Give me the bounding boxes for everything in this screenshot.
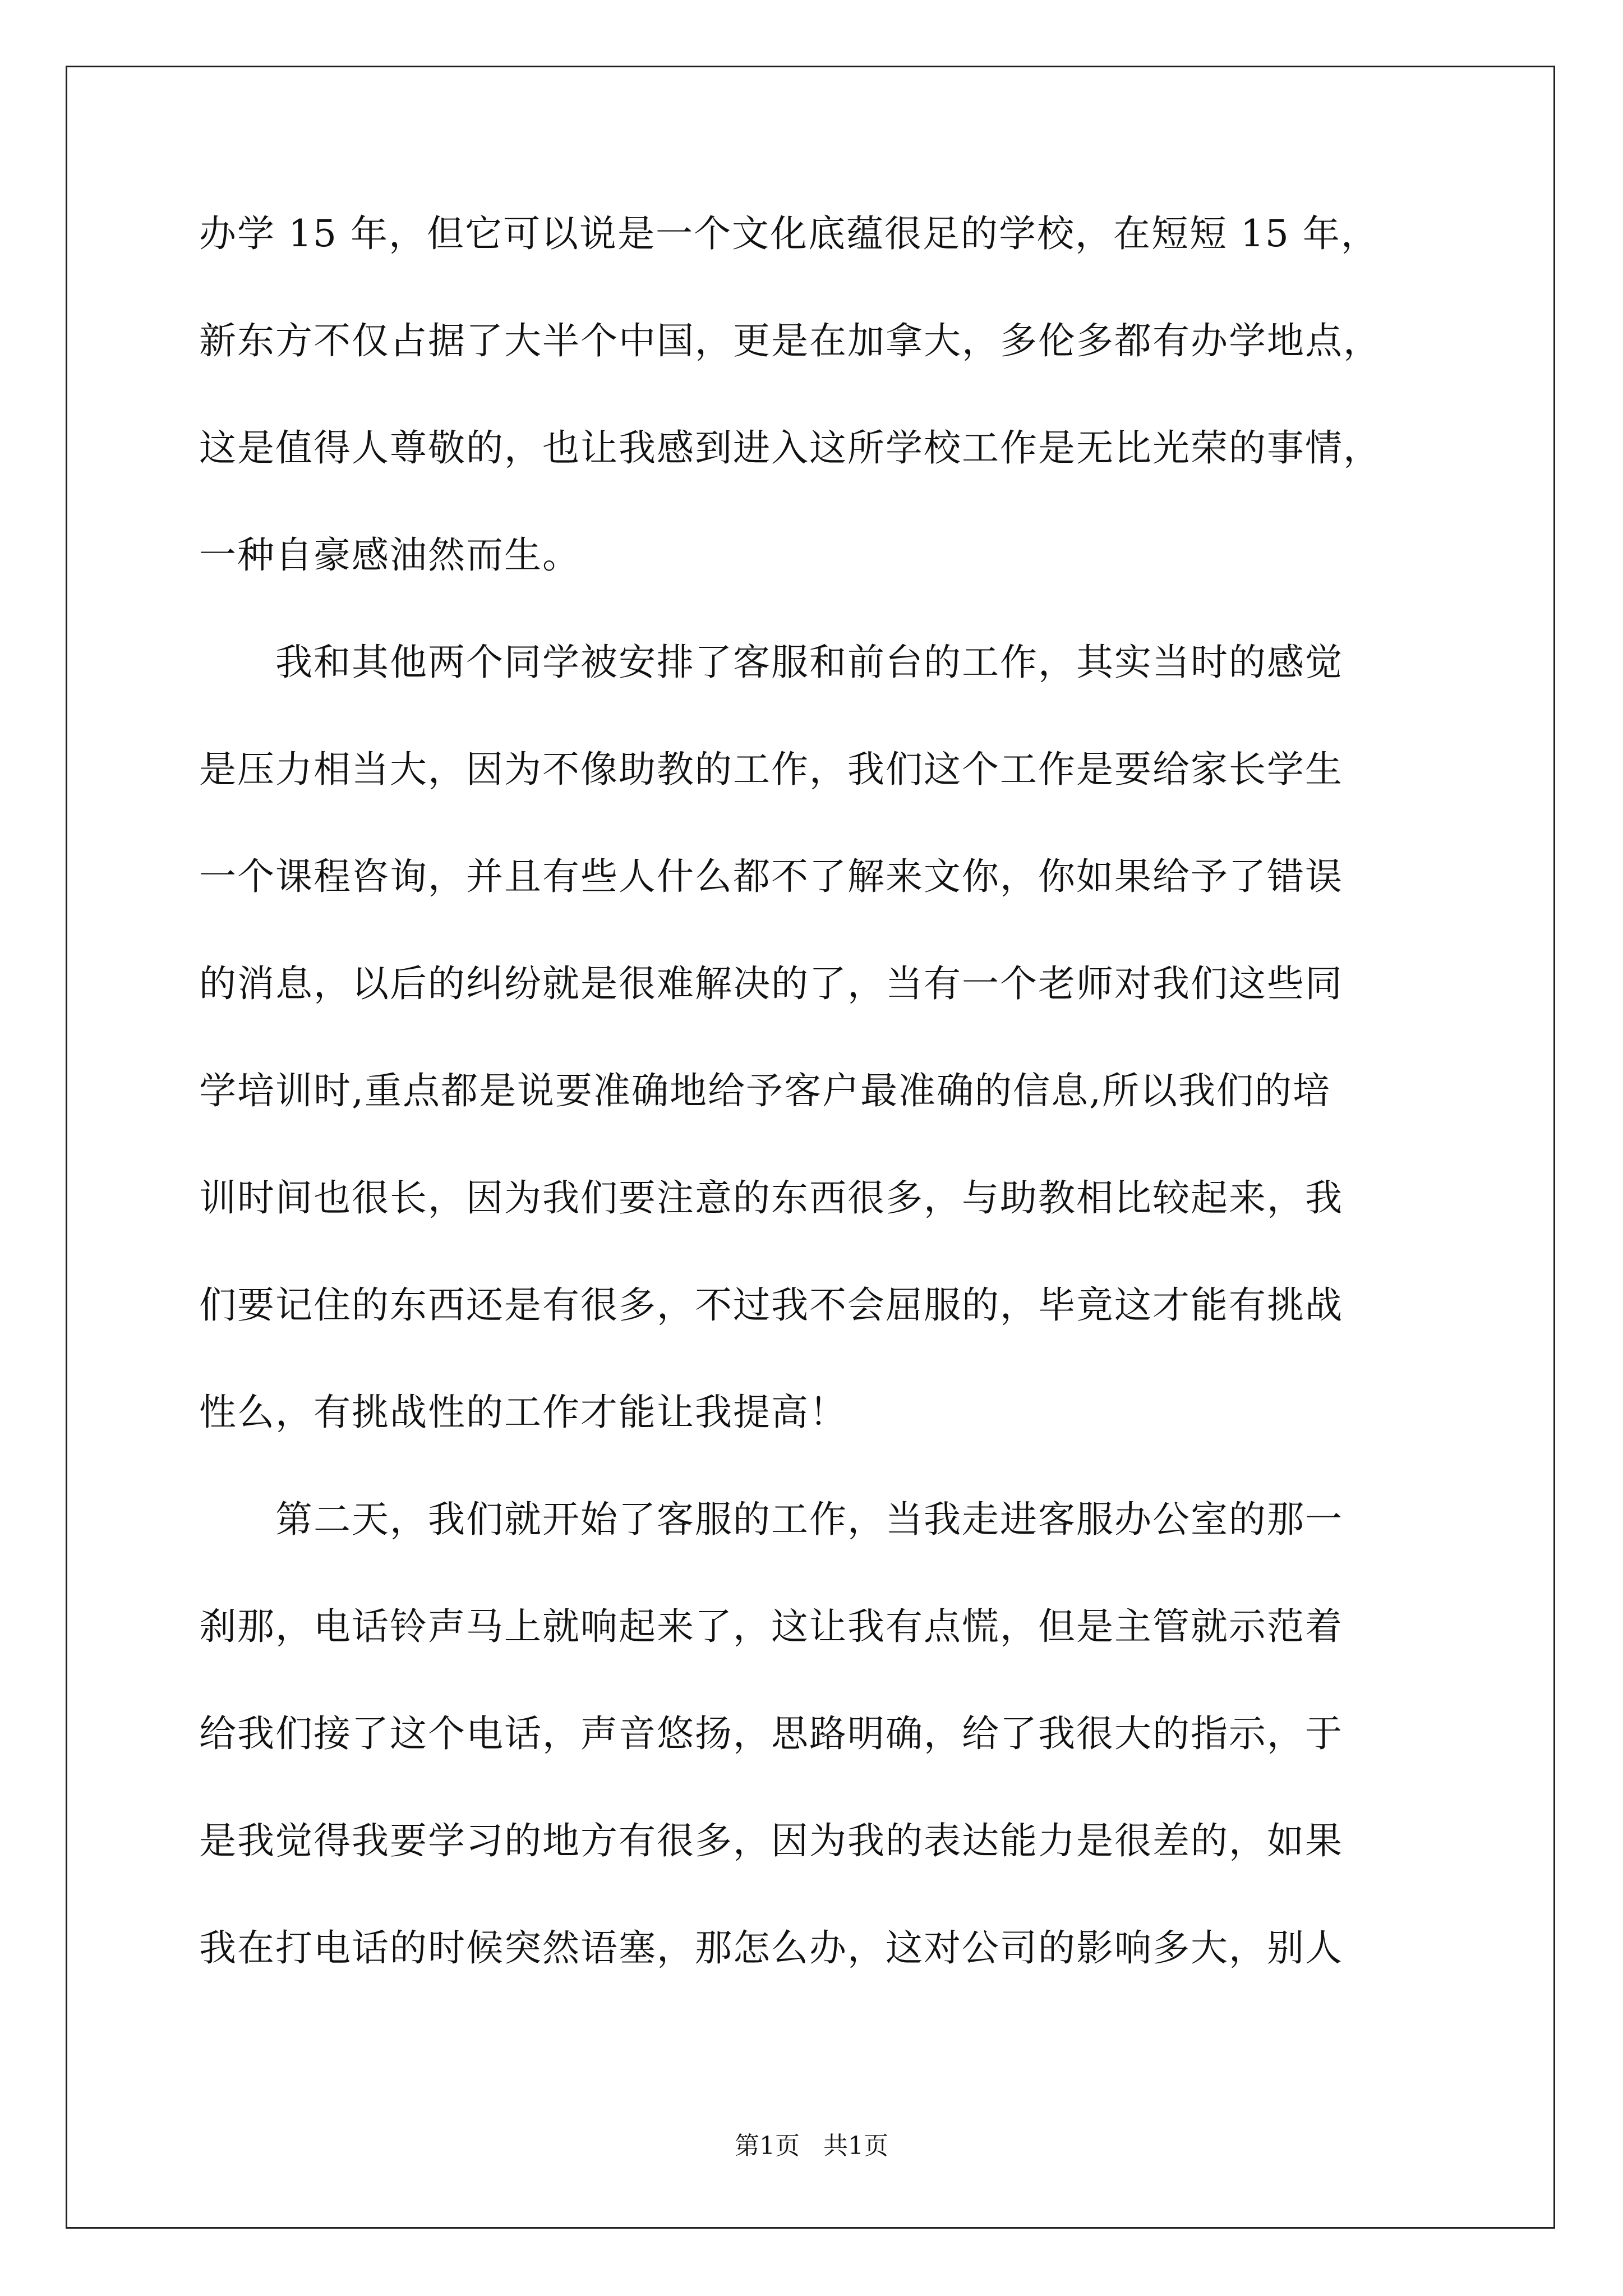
body-text-line-14: 刹那，电话铃声马上就响起来了，这让我有点慌，但是主管就示范着 (199, 1605, 1343, 1648)
body-text-line-6: 是压力相当大，因为不像助教的工作，我们这个工作是要给家长学生 (199, 748, 1343, 791)
body-text-line-5: 我和其他两个同学被安排了客服和前台的工作，其实当时的感觉 (199, 641, 1343, 684)
page-border (66, 66, 1555, 2229)
body-text-line-1: 办学 15 年，但它可以说是一个文化底蕴很足的学校，在短短 15 年， (199, 212, 1379, 255)
body-text-line-2: 新东方不仅占据了大半个中国，更是在加拿大，多伦多都有办学地点， (199, 319, 1381, 362)
body-text-line-12: 性么，有挑战性的工作才能让我提高！ (199, 1391, 847, 1434)
body-text-line-16: 是我觉得我要学习的地方有很多，因为我的表达能力是很差的，如果 (199, 1819, 1343, 1862)
page-number-footer: 第1页 共1页 (735, 2132, 888, 2160)
body-text-line-4: 一种自豪感油然而生。 (199, 533, 580, 577)
body-text-line-3: 这是值得人尊敬的，也让我感到进入这所学校工作是无比光荣的事情， (199, 426, 1381, 470)
body-text-line-13: 第二天，我们就开始了客服的工作，当我走进客服办公室的那一 (199, 1498, 1343, 1541)
body-text-line-17: 我在打电话的时候突然语塞，那怎么办，这对公司的影响多大，别人 (199, 1926, 1343, 1970)
body-text-line-10: 训时间也很长，因为我们要注意的东西很多，与助教相比较起来，我 (199, 1176, 1343, 1220)
body-text-line-11: 们要记住的东西还是有很多，不过我不会屈服的，毕竟这才能有挑战 (199, 1283, 1343, 1327)
body-text-line-9: 学培训时,重点都是说要准确地给予客户最准确的信息,所以我们的培 (199, 1069, 1331, 1112)
body-text-line-7: 一个课程咨询，并且有些人什么都不了解来文你，你如果给予了错误 (199, 855, 1343, 898)
body-text-line-15: 给我们接了这个电话，声音悠扬，思路明确，给了我很大的指示，于 (199, 1712, 1343, 1755)
body-text-line-8: 的消息，以后的纠纷就是很难解决的了，当有一个老师对我们这些同 (199, 962, 1343, 1005)
